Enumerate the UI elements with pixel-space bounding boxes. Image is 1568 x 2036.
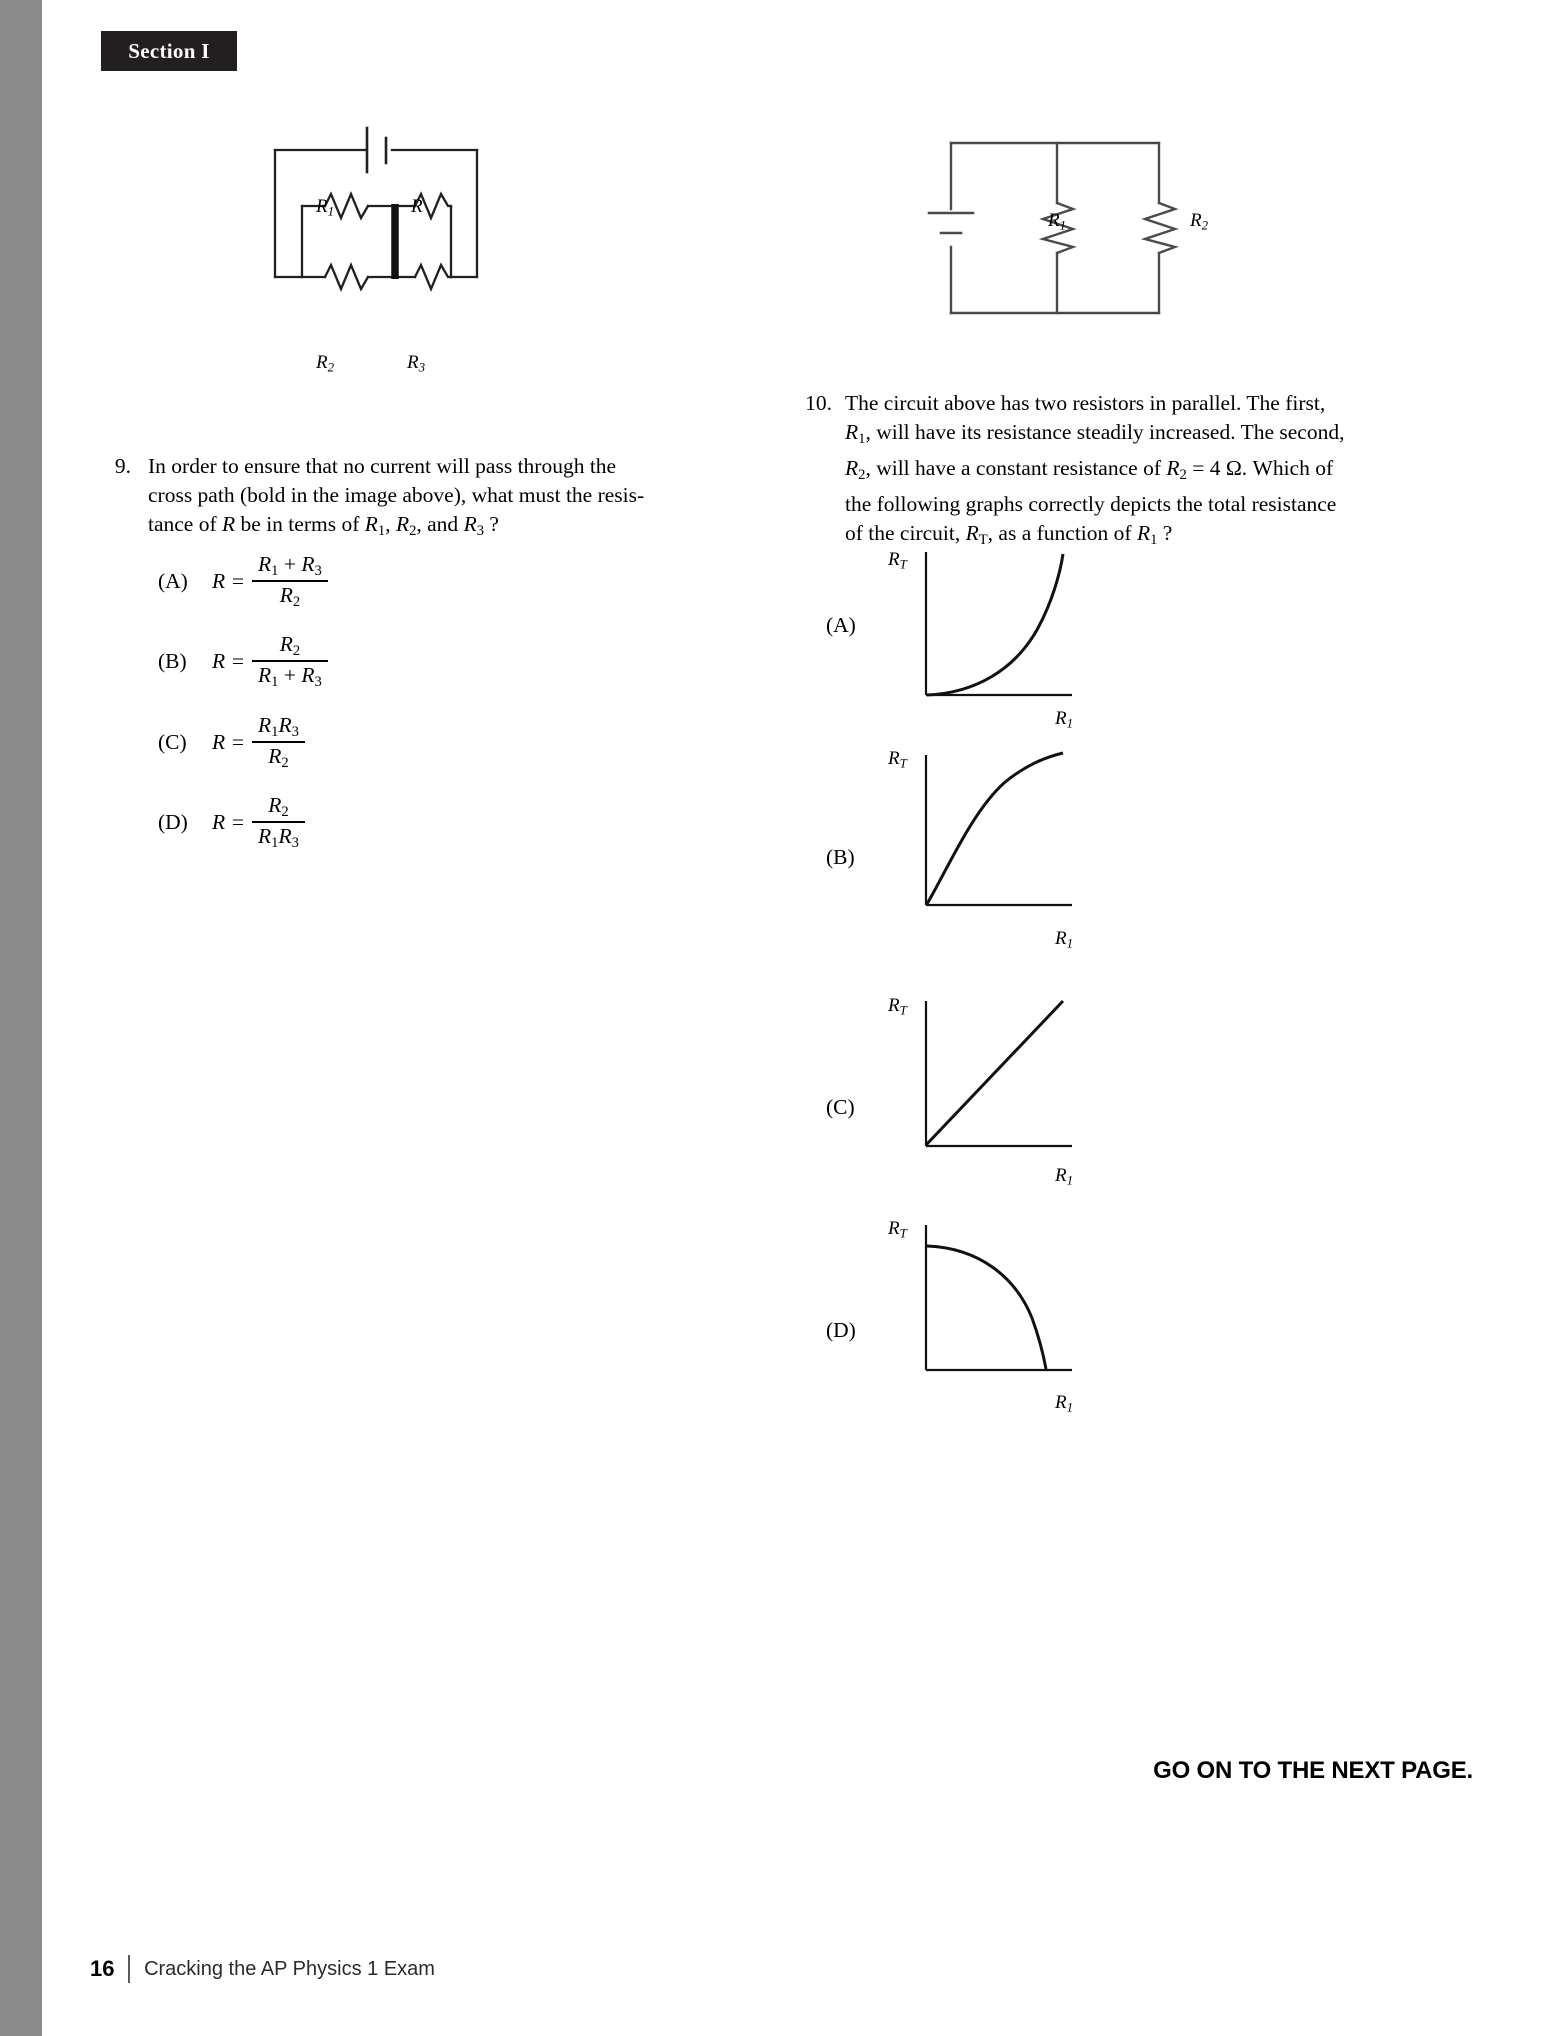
choice-d-letter: (D) [158, 809, 188, 834]
graph-a-x-axis-label: $R_1$ [1055, 708, 1074, 731]
choice-a-fraction [252, 552, 328, 611]
graph-a-svg [920, 552, 1080, 702]
question-9-line-1: In order to ensure that no current will pass through the [148, 454, 617, 478]
choice-a-letter: (A) [158, 568, 188, 593]
section-tab: Section I [101, 31, 237, 71]
graph-b-curve [927, 753, 1063, 904]
graph-b-svg [920, 750, 1080, 912]
graph-d-y-axis-label: $R_T$ [888, 1218, 907, 1241]
choice-d-denominator: $R_1R_3$ [258, 824, 299, 852]
left-circuit-diagram [255, 140, 545, 340]
question-9-choice-d[interactable] [158, 793, 305, 852]
choice-b-fraction [252, 632, 328, 691]
question-10-choice-b-letter[interactable]: (B) [826, 845, 855, 869]
choice-a-equation: R = $\frac{R_1 + R_3}{R_2}$ [212, 552, 328, 611]
question-9-text [148, 452, 728, 546]
question-10-line-2: $R_1$, will have its resistance steadily increased. The second, [845, 420, 1345, 448]
right-circuit-label-R1: $R_1$ [1048, 210, 1067, 233]
left-circuit-label-R2: $R_2$ [316, 352, 335, 375]
question-10-choice-c-letter[interactable]: (C) [826, 1095, 855, 1119]
question-9-choice-a[interactable] [158, 552, 328, 611]
graph-c-x-axis-label: $R_1$ [1055, 1165, 1074, 1188]
question-10-choice-a-letter[interactable]: (A) [826, 613, 856, 637]
go-on-notice: GO ON TO THE NEXT PAGE. [1153, 1757, 1473, 1784]
choice-a-numerator: $R_1 + R_3$ [258, 552, 322, 580]
choice-b-letter: (B) [158, 648, 187, 673]
question-10-text [845, 389, 1410, 555]
choice-b-equation: R = $\frac{R_2}{R_1 + R_3}$ [212, 632, 328, 691]
left-circuit-label-R3: $R_3$ [407, 352, 426, 375]
question-10-line-1: The circuit above has two resistors in parallel. The first, [845, 391, 1326, 415]
left-circuit-svg [255, 140, 545, 340]
question-9-number: 9. [114, 454, 131, 478]
question-10-graph-c [920, 998, 1080, 1153]
resistor-R3-zigzag [415, 265, 451, 289]
page-footer [90, 1955, 435, 1983]
graph-d-curve [927, 1246, 1046, 1369]
choice-c-letter: (C) [158, 729, 187, 754]
page-inner-margin [42, 0, 72, 2036]
question-10-graph-d [920, 1222, 1080, 1377]
question-10-line-4: the following graphs correctly depicts the total resistance [845, 492, 1337, 517]
folio-divider [128, 1955, 130, 1983]
question-10-line-5: of the circuit, $R_T$, as a function of $R_1$ ? [845, 521, 1173, 549]
choice-b-denominator: $R_1 + R_3$ [258, 663, 322, 691]
left-circuit-label-R: R [411, 196, 423, 217]
choice-d-numerator: $R_2$ [268, 793, 289, 821]
choice-c-numerator: $R_1R_3$ [258, 713, 299, 741]
question-10-line-3: $R_2$, will have a constant resistance of $R_2 = 4$ Ω. Which of [845, 456, 1334, 484]
question-9-line-2: cross path (bold in the image above), what must the resis- [148, 483, 645, 507]
question-10-choice-d-letter[interactable]: (D) [826, 1318, 856, 1342]
page-edge-bleed-bar [0, 0, 42, 2036]
choice-c-denominator: $R_2$ [268, 744, 289, 772]
resistor-R2-zigzag [325, 265, 368, 289]
graph-a-y-axis-label: $R_T$ [888, 549, 907, 572]
folio-book-title: Cracking the AP Physics 1 Exam [144, 1957, 435, 1980]
graph-a-curve [927, 554, 1063, 695]
question-9-line-3: tance of R be in terms of $R_1$, $R_2$, and $R_3$ ? [148, 512, 499, 540]
choice-a-denominator: $R_2$ [279, 583, 301, 611]
graph-b-x-axis-label: $R_1$ [1055, 928, 1074, 951]
choice-d-equation: R = $\frac{R_2}{R_1R_3}$ [212, 793, 305, 852]
question-9-choice-c[interactable] [158, 713, 305, 772]
folio-page-number: 16 [90, 1956, 115, 1981]
choice-c-fraction [252, 713, 305, 772]
graph-d-x-axis-label: $R_1$ [1055, 1392, 1074, 1415]
left-circuit-label-R1: $R_1$ [316, 196, 335, 219]
choice-b-numerator: $R_2$ [279, 632, 301, 660]
question-9-choice-b[interactable] [158, 632, 328, 691]
choice-c-equation: R = $\frac{R_1R_3}{R_2}$ [212, 713, 305, 772]
graph-c-line [926, 1001, 1063, 1145]
question-10-graph-b [920, 750, 1080, 912]
graph-c-y-axis-label: $R_T$ [888, 995, 907, 1018]
resistor-R2-zigzag [1145, 203, 1175, 253]
choice-d-fraction [252, 793, 305, 852]
graph-c-svg [920, 998, 1080, 1153]
question-10-graph-a [920, 552, 1080, 702]
question-10-number: 10. [805, 391, 832, 415]
graph-d-svg [920, 1222, 1080, 1377]
graph-b-y-axis-label: $R_T$ [888, 748, 907, 771]
right-circuit-label-R2: $R_2$ [1190, 210, 1209, 233]
